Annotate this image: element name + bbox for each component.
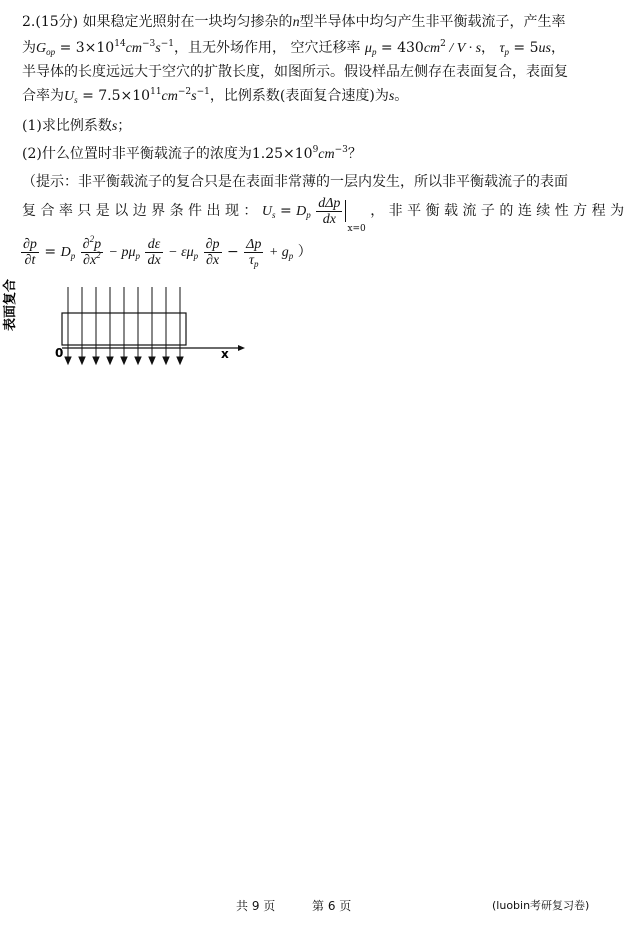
line4-text-b: ，比例系数(表面复合速度)为: [209, 88, 389, 104]
ce-field-derivative: [145, 237, 162, 268]
gop-symbol: G: [36, 41, 47, 56]
ce-d2-den: [81, 249, 103, 268]
gop-unit-exp: −3: [142, 39, 156, 49]
ce-dpdx-num: ∂p: [205, 236, 220, 252]
problem-line-3: 半导体的长度远远大于空穴的扩散长度，如图所示。假设样品左侧存在表面复合，表面复: [22, 64, 568, 80]
mu-equals: = 430: [376, 40, 424, 56]
ce-d2-partial: ∂: [82, 236, 90, 252]
ce-dp-den: [244, 253, 263, 268]
line4-text-c: 。: [394, 88, 409, 104]
ce-d-symbol: D: [60, 245, 71, 260]
surface-recombination-label: 表面复合: [3, 278, 18, 331]
mu-unit-rest: / V · s: [445, 41, 482, 56]
tau-sub: p: [504, 47, 509, 57]
problem-number: 2.: [22, 14, 36, 30]
ce-minus: −: [226, 244, 239, 260]
ce-d2-num-exp: 2: [89, 233, 95, 244]
line4-text-a: 合率为: [22, 88, 64, 104]
ce-term2: − pμ: [108, 245, 136, 260]
light-arrowhead: [163, 357, 169, 364]
tau-symbol: τ: [499, 41, 505, 56]
ce-d-sub: p: [70, 251, 76, 261]
eq-frac-den: dx: [322, 211, 336, 227]
eq-derivative: [316, 196, 342, 227]
ce-d2-den-x: ∂x: [83, 252, 97, 268]
ce-recomb: [244, 237, 263, 268]
hint-close: ）: [297, 244, 312, 260]
x-axis-arrowhead: [238, 345, 245, 351]
light-arrows: [65, 287, 183, 364]
ce-g-sub: p: [288, 251, 294, 261]
eq-frac-num: dΔp: [318, 195, 341, 211]
mu-unit-exp: 2: [440, 39, 446, 49]
light-arrowhead: [177, 357, 183, 364]
problem-points: (15分): [35, 14, 79, 30]
mu-unit: cm: [423, 41, 441, 56]
hint-line-1: （提示：非平衡载流子的复合只是在表面非常薄的一层内发生，所以非平衡载流子的表面: [22, 174, 568, 190]
light-arrowhead: [79, 357, 85, 364]
ce-term3-sub: p: [193, 251, 199, 261]
q1-symbol: s: [111, 119, 118, 134]
eq-eval-sub: x=0: [347, 224, 366, 234]
us-symbol: U: [64, 89, 75, 104]
ce-lhs: [21, 237, 39, 268]
ce-term2-sub: p: [135, 251, 140, 261]
line2-text-c: ，: [481, 40, 496, 56]
ce-dp-num: Δp: [246, 236, 262, 252]
eq-d-sub: p: [306, 210, 311, 220]
ce-lhs-den: ∂t: [24, 252, 36, 268]
footer-tag: (luobin考研复习卷): [492, 899, 590, 912]
problem-line-2: [22, 38, 565, 59]
us-unit2-exp: −1: [196, 87, 210, 97]
ce-second-derivative: [81, 233, 103, 268]
gop-unit: cm: [125, 41, 142, 56]
q2-text: (2)什么位置时非平衡载流子的浓度为: [22, 146, 252, 162]
q2-exponent: 9: [312, 145, 319, 155]
problem-line-1: [22, 12, 566, 33]
line2-text-d: ，: [550, 40, 565, 56]
continuity-equation: [20, 232, 312, 273]
ce-dpdx-den: ∂x: [205, 252, 220, 268]
us-equals: = 7.5×10: [77, 88, 151, 104]
ce-tau-sub: p: [254, 258, 259, 269]
us-unit: cm: [161, 89, 178, 104]
ce-dpdx: [204, 237, 222, 268]
ce-plus-g: + g: [268, 245, 289, 260]
question-1: [22, 116, 131, 137]
us-unit-exp: −2: [177, 87, 192, 97]
q1-text: (1)求比例系数: [22, 118, 112, 134]
line2-text-a: 为: [22, 40, 36, 56]
gop-sub: op: [46, 47, 56, 57]
light-arrowhead: [93, 357, 99, 364]
ce-term3: − εμ: [168, 245, 194, 260]
hint-line-2: [22, 194, 625, 234]
origin-label: 0: [55, 346, 64, 360]
intro-text-a: 如果稳定光照射在一块均匀掺杂的: [82, 14, 293, 30]
light-arrowhead: [149, 357, 155, 364]
question-2: [22, 144, 362, 165]
hint2-text-a: 复 合 率 只 是 以 边 界 条 件 出 现 ：: [22, 203, 258, 219]
ce-deps-den: dx: [147, 252, 161, 268]
s-symbol: s: [388, 89, 395, 104]
us-exponent: 11: [150, 87, 162, 97]
eq-eval-bar: [345, 200, 366, 234]
light-arrowhead: [107, 357, 113, 364]
x-axis-label: x: [221, 347, 229, 361]
light-arrowhead: [121, 357, 127, 364]
intro-text-b: 型半导体中均匀产生非平衡载流子，产生率: [299, 14, 566, 30]
us-unit2: s: [191, 89, 197, 104]
q2-unit-exp: −3: [334, 145, 348, 155]
tau-equals: = 5: [508, 40, 539, 56]
eq-d-symbol: D: [296, 204, 307, 219]
sample-diagram: [3, 278, 248, 365]
ce-lhs-num: ∂p: [23, 236, 37, 252]
tau-unit: us: [538, 41, 551, 56]
light-arrowhead: [65, 357, 71, 364]
gop-equals: = 3×10: [55, 40, 115, 56]
mu-symbol: μ: [364, 41, 372, 56]
ce-d2-den-exp: 2: [96, 249, 101, 260]
boundary-equation: $U_s = D_p$ $\frac{\text{dΔp}}{dx}$ x=0: [262, 203, 370, 219]
q1-end: ；: [117, 118, 132, 134]
gop-unit2-exp: −1: [160, 39, 175, 49]
footer-current-page: 第 6 页: [312, 899, 352, 913]
ce-deps-num: dε: [145, 237, 162, 253]
ce-tau: τ: [248, 252, 254, 268]
q2-unit: cm: [318, 147, 335, 162]
light-arrowhead: [135, 357, 141, 364]
n-symbol: n: [292, 15, 300, 30]
footer-total-pages: 共 9 页: [236, 899, 276, 913]
line2-text-b: ，且无外场作用， 空穴迁移率: [174, 40, 365, 56]
mu-sub: p: [371, 47, 377, 57]
gop-exponent: 14: [114, 39, 126, 49]
q2-value: 1.25×10: [251, 146, 313, 162]
ce-d2-p: p: [94, 236, 102, 252]
gop-unit2: s: [155, 41, 161, 56]
ce-equals: =: [44, 244, 57, 260]
eq-us-symbol: U: [261, 204, 272, 219]
hint2-text-b: ， 非 平 衡 载 流 子 的 连 续 性 方 程 为: [370, 203, 625, 219]
eq-us-sub: s: [271, 210, 276, 220]
us-sub: s: [74, 95, 78, 105]
problem-line-4: [22, 86, 408, 107]
q2-end: ？: [347, 146, 362, 162]
